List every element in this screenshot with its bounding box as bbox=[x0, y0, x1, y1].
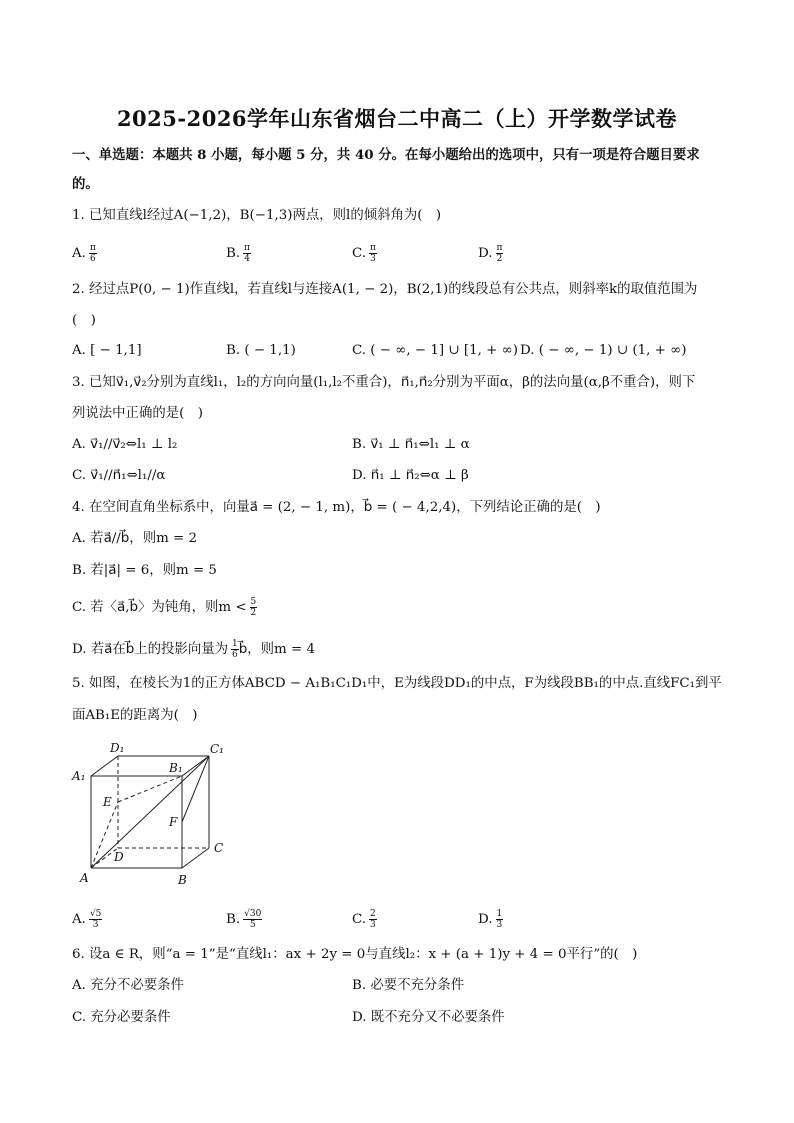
hidden-line-eb1 bbox=[118, 776, 182, 802]
label-a: A bbox=[80, 871, 89, 885]
edge-bc bbox=[182, 848, 209, 868]
label-e: E bbox=[103, 795, 112, 809]
q6-option-a[interactable]: A. 充分不必要条件 bbox=[72, 978, 184, 993]
label-c: C bbox=[214, 841, 224, 855]
label-d1: D₁ bbox=[110, 741, 125, 755]
label-d: D bbox=[114, 850, 124, 864]
edge-a1d1 bbox=[91, 756, 118, 776]
q1-option-a[interactable]: A. $\frac{\pi}{6}$ bbox=[72, 243, 96, 264]
q6-option-b[interactable]: B. 必要不充分条件 bbox=[352, 978, 465, 993]
section-heading-line2: 的。 bbox=[72, 176, 99, 192]
q6-stem: 6. 设a ∈ R，则“a = 1”是“直线l₁：ax + 2y = 0与直线l₂：x + (a + 1)y + 4 = 0平行”的( ) bbox=[72, 947, 638, 962]
q5-option-d[interactable]: D. $\frac{1}{3}$ bbox=[478, 909, 503, 930]
q3-option-d[interactable]: D. n⃗₁ ⊥ n⃗₂⇔α ⊥ β bbox=[352, 468, 469, 483]
label-b: B bbox=[178, 873, 187, 887]
q4-stem: 4. 在空间直角坐标系中，向量a⃗ = (2, − 1, m)，b⃗ = ( − 4,2,4)，下列结论正确的是( ) bbox=[72, 500, 601, 515]
q6-option-c[interactable]: C. 充分必要条件 bbox=[72, 1010, 171, 1025]
q5-option-b[interactable]: B. $\frac{√30}{5}$ bbox=[226, 909, 262, 930]
q5-option-c[interactable]: C. $\frac{2}{3}$ bbox=[352, 909, 376, 930]
label-f: F bbox=[169, 815, 178, 829]
q2-stem-line1: 2. 经过点P(0, − 1)作直线l，若直线l与连接A(1, − 2)，B(2,1)的线段总有公共点，则斜率k的取值范围为 bbox=[72, 282, 698, 297]
q4-option-b[interactable]: B. 若|a⃗| = 6，则m = 5 bbox=[72, 563, 217, 578]
q3-option-a[interactable]: A. v⃗₁//v⃗₂⇔l₁ ⊥ l₂ bbox=[72, 437, 178, 452]
q3-stem-line2: 列说法中正确的是( ) bbox=[72, 406, 203, 421]
label-c1: C₁ bbox=[210, 742, 224, 756]
q3-option-b[interactable]: B. v⃗₁ ⊥ n⃗₁⇔l₁ ⊥ α bbox=[352, 437, 470, 452]
q2-option-c[interactable]: C. ( − ∞, − 1] ∪ [1, + ∞) bbox=[352, 343, 518, 358]
q1-option-c[interactable]: C. $\frac{\pi}{3}$ bbox=[352, 243, 376, 264]
q6-option-d[interactable]: D. 既不充分又不必要条件 bbox=[352, 1010, 505, 1025]
q2-option-a[interactable]: A. [ − 1,1] bbox=[72, 343, 142, 358]
q2-stem-line2: ( ) bbox=[72, 313, 96, 328]
section-heading-line1: 一、单选题：本题共 8 小题，每小题 5 分，共 40 分。在每小题给出的选项中，只有一项是符合题目要求 bbox=[72, 147, 700, 163]
q3-option-c[interactable]: C. v⃗₁//n⃗₁⇔l₁//α bbox=[72, 468, 166, 483]
q1-option-d[interactable]: D. $\frac{\pi}{2}$ bbox=[478, 243, 503, 264]
q4-option-d[interactable]: D. 若a⃗在b⃗上的投影向量为 $\frac{1}{6}$ b⃗，则m = 4 bbox=[72, 639, 315, 660]
line-a-c1 bbox=[91, 756, 209, 868]
q5-option-a[interactable]: A. $\frac{√5}{3}$ bbox=[72, 909, 102, 930]
q5-stem-line2: 面AB₁E的距离为( ) bbox=[72, 708, 198, 723]
cube-figure bbox=[66, 738, 236, 888]
label-b1: B₁ bbox=[169, 761, 183, 775]
q1-stem: 1. 已知直线l经过A(−1,2)，B(−1,3)两点，则l的倾斜角为( ) bbox=[72, 208, 442, 223]
q1-option-b[interactable]: B. $\frac{\pi}{4}$ bbox=[226, 243, 251, 264]
q2-option-b[interactable]: B. ( − 1,1) bbox=[226, 343, 296, 358]
q5-stem-line1: 5. 如图，在棱长为1的正方体ABCD − A₁B₁C₁D₁中，E为线段DD₁的中点，F为线段BB₁的中点.直线FC₁到平 bbox=[72, 676, 722, 691]
exam-title: 2025-2026学年山东省烟台二中高二（上）开学数学试卷 bbox=[116, 106, 678, 131]
q3-stem-line1: 3. 已知v⃗₁,v⃗₂分别为直线l₁，l₂的方向向量(l₁,l₂不重合)，n⃗₁,n⃗₂分别为平面α，β的法向量(α,β不重合)，则下 bbox=[72, 375, 696, 390]
label-a1: A₁ bbox=[72, 769, 86, 783]
q4-option-c[interactable]: C. 若〈a⃗,b⃗〉为钝角，则m < $\frac{5}{2}$ bbox=[72, 597, 257, 618]
q4-option-a[interactable]: A. 若a⃗//b⃗，则m = 2 bbox=[72, 531, 198, 546]
q2-option-d[interactable]: D. ( − ∞, − 1) ∪ (1, + ∞) bbox=[520, 343, 687, 358]
